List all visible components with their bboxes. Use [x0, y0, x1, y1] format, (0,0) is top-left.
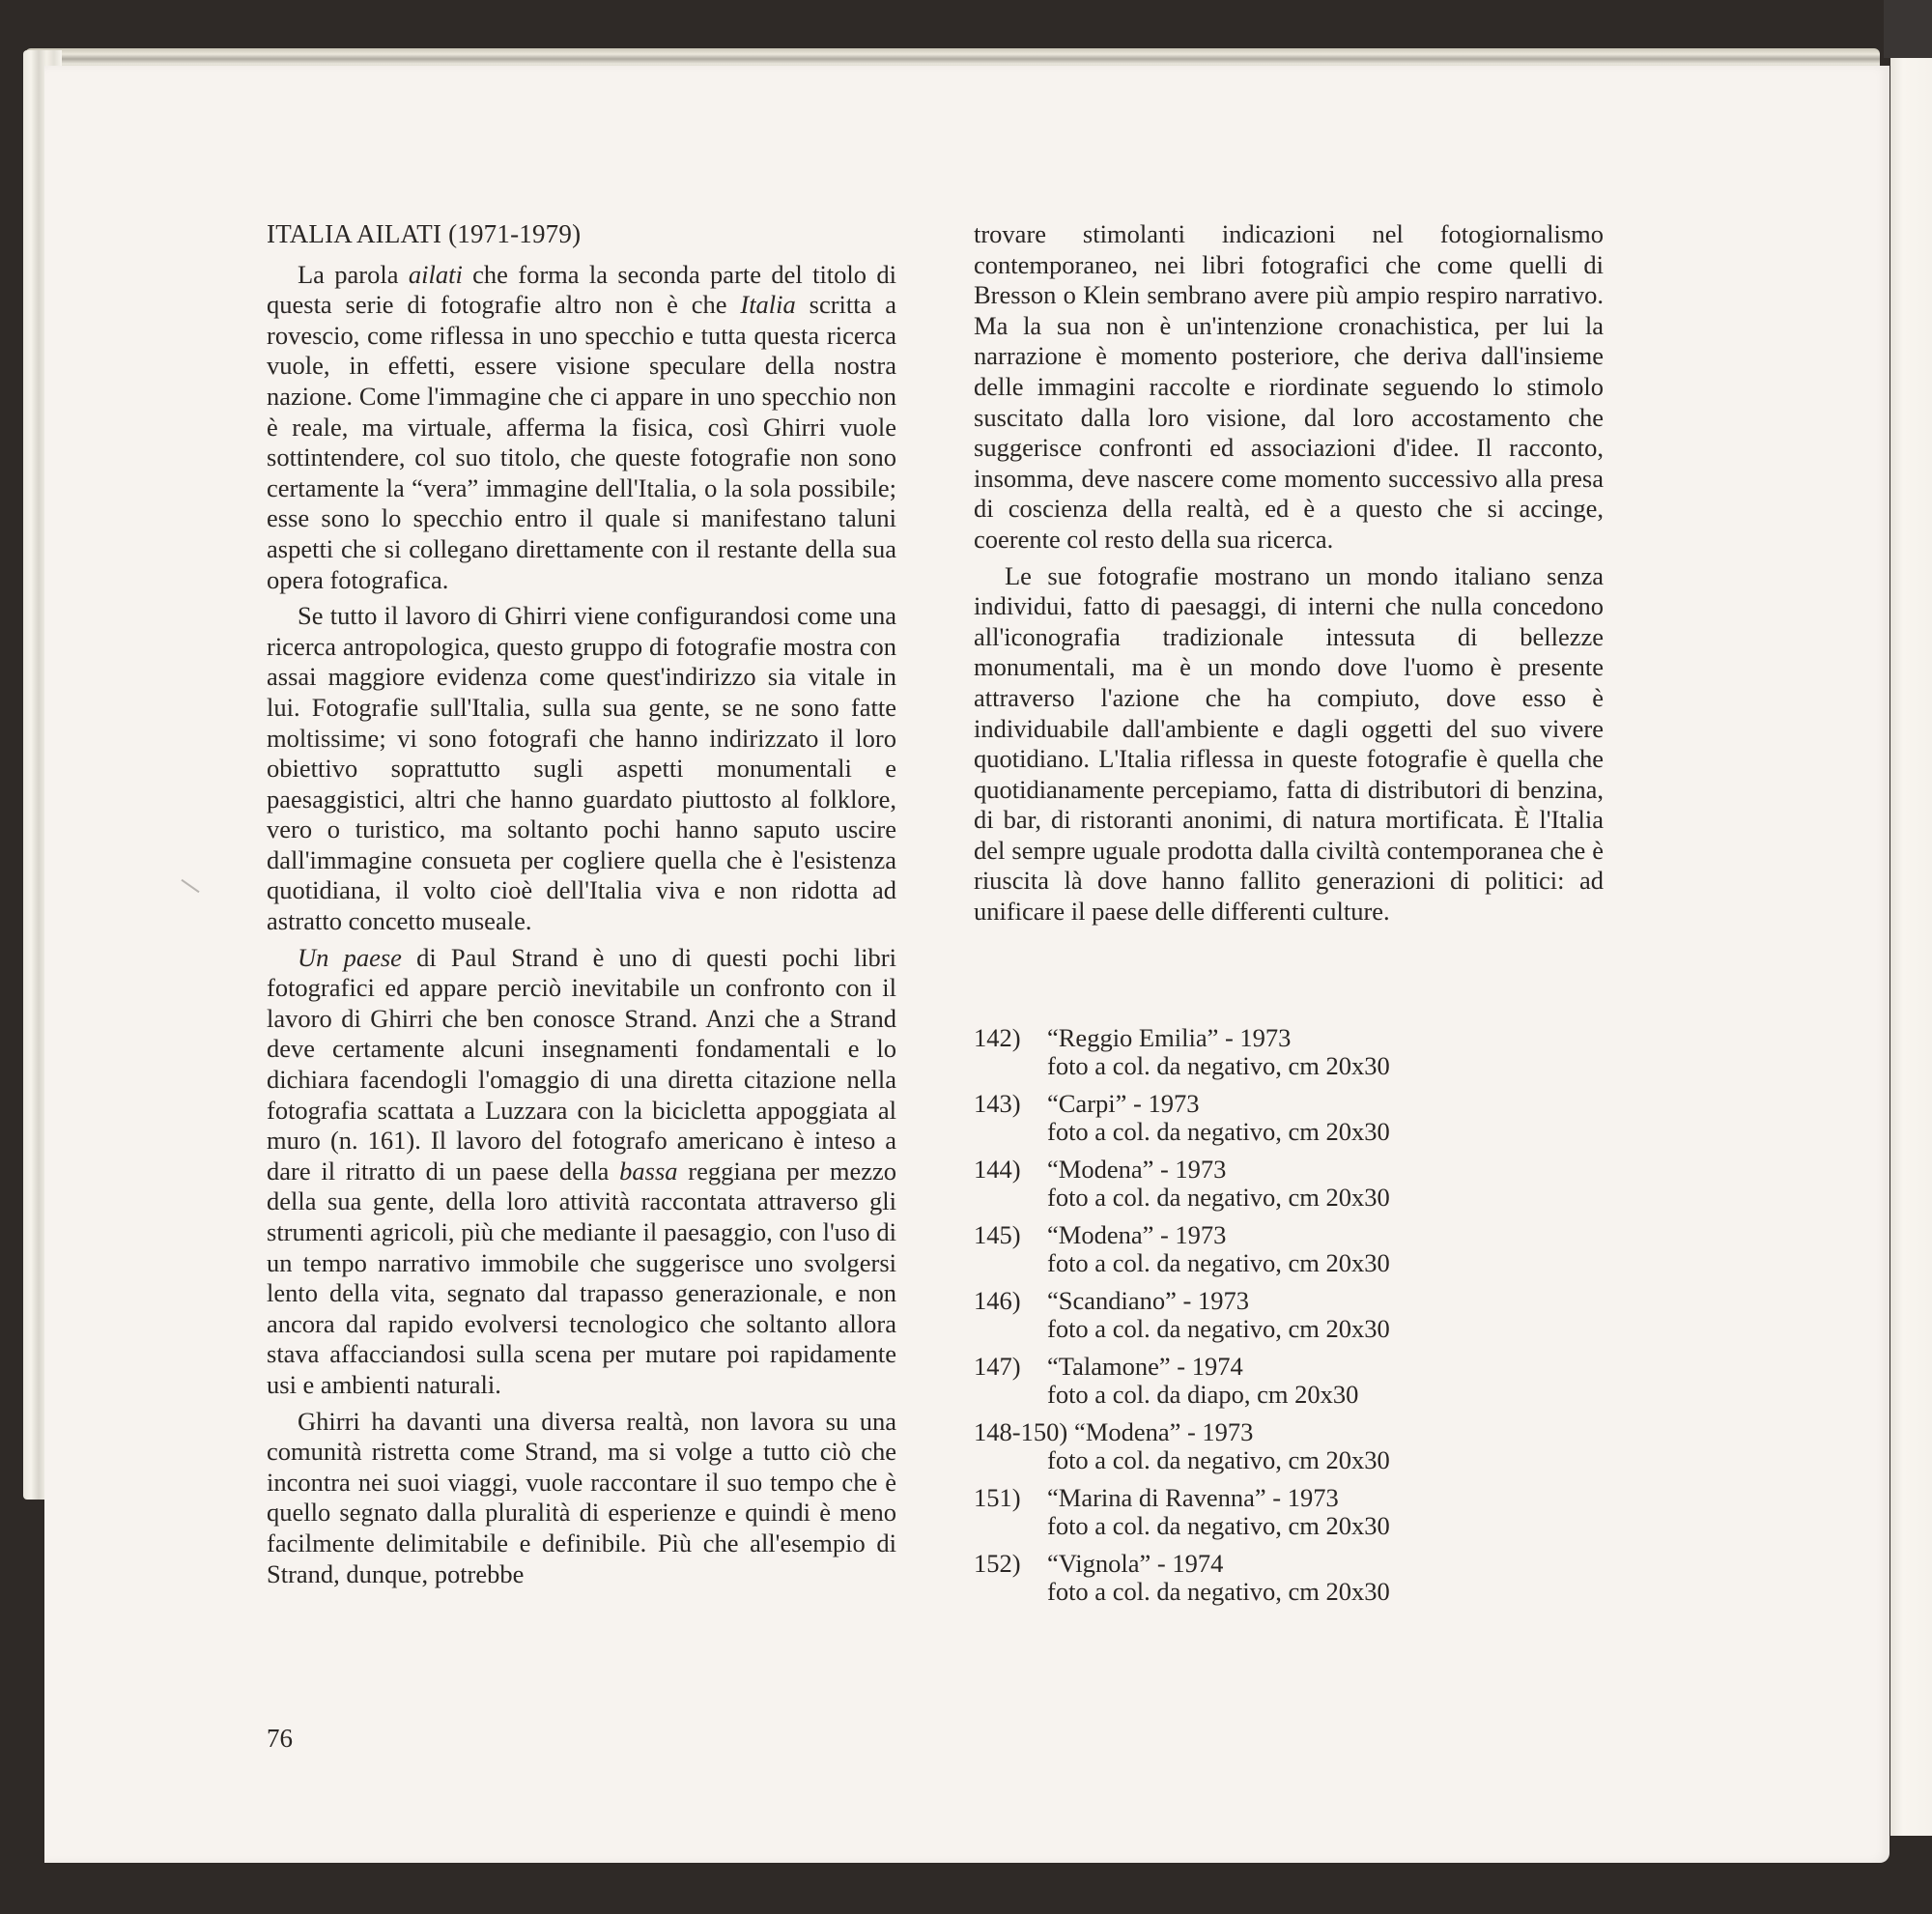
catalog-number: 145) [974, 1220, 1021, 1249]
right-column-body [974, 219, 1604, 928]
paragraph [267, 943, 896, 1401]
catalog-entry [974, 1418, 1515, 1474]
paragraph [267, 1407, 896, 1590]
italic-text: Italia [740, 290, 796, 320]
catalog-number: 147) [974, 1352, 1021, 1381]
catalog-details: foto a col. da negativo, cm 20x30 [1047, 1511, 1390, 1540]
catalog-title: “Modena” - 1973 [1047, 1155, 1227, 1184]
catalog-title: “Marina di Ravenna” - 1973 [1047, 1483, 1339, 1512]
text-run: scritta a rovescio, come riflessa in uno specchio e tutta questa ricerca vuole, in effetti, essere visione speculare della nostra nazione. Come l'immagine che ci appare in uno specchio non è reale, ma virtuale, afferma la fisica, così Ghirri vuole sottintendere, col suo titolo, che queste fotografie non sono certamente la “vera” immagine dell'Italia, o la sola possibile; esse sono lo specchio entro il quale si manifestano taluni aspetti che si collegano direttamente con il restante della sua opera fotografica. [267, 290, 896, 594]
italic-text: Un paese [298, 942, 402, 972]
facing-page-edge [1890, 58, 1932, 1836]
page-stack-top-edge [25, 48, 1880, 68]
paragraph [267, 601, 896, 937]
catalog-details: foto a col. da negativo, cm 20x30 [1047, 1117, 1390, 1146]
page-number: 76 [267, 1724, 293, 1753]
catalog-entry [974, 1550, 1515, 1606]
catalog-title: “Talamone” - 1974 [1047, 1352, 1243, 1381]
text-run: Se tutto il lavoro di Ghirri viene configurandosi come una ricerca antropologica, questo gruppo di fotografie mostra con assai maggiore evidenza come quest'indirizzo sia vitale in lui. Fotografie sull'Italia, sulla sua gente, se ne sono fatte moltissime; vi sono fotografi che hanno indirizzato il loro obiettivo soprattutto sugli aspetti monumentali e paesaggistici, altri che hanno guardato piuttosto al folklore, vero o turistico, ma soltanto pochi hanno saputo uscire dall'immagine consueta per cogliere quella che è l'esistenza quotidiana, il volto cioè dell'Italia viva e non ridotta ad astratto concetto museale. [267, 601, 896, 936]
catalog-details: foto a col. da negativo, cm 20x30 [1047, 1183, 1390, 1212]
catalog-title: “Modena” - 1973 [1047, 1220, 1227, 1249]
catalog-number: 148-150) [974, 1417, 1068, 1446]
catalog-title: “Reggio Emilia” - 1973 [1047, 1023, 1292, 1052]
catalog-details: foto a col. da diapo, cm 20x30 [1047, 1380, 1359, 1409]
paragraph [974, 219, 1604, 556]
catalog-number: 146) [974, 1286, 1021, 1315]
catalog-title: “Scandiano” - 1973 [1047, 1286, 1249, 1315]
left-column-body [267, 260, 896, 1590]
text-run: trovare stimolanti indicazioni nel fotogiornalismo contemporaneo, nei libri fotografici che come quelli di Bresson o Klein sembrano avere più ampio respiro narrativo. Ma la sua non è un'intenzione cronachistica, per lui la narrazione è momento posteriore, che deriva dall'insieme delle immagini raccolte e riordinate seguendo lo stimolo suscitato dalla loro visione, dal loro accostamento che suggerisce confronti ed associazioni d'idee. Il racconto, insomma, deve nascere come momento successivo alla presa di coscienza della realtà, ed è a questo che si accinge, coerente col resto della sua ricerca. [974, 219, 1604, 554]
photo-catalog-list [974, 1024, 1515, 1615]
catalog-number: 143) [974, 1089, 1021, 1118]
catalog-entry [974, 1156, 1515, 1212]
catalog-details: foto a col. da negativo, cm 20x30 [1047, 1248, 1390, 1277]
catalog-details: foto a col. da negativo, cm 20x30 [1047, 1445, 1390, 1474]
catalog-number: 144) [974, 1155, 1021, 1184]
catalog-title: “Modena” - 1973 [1074, 1417, 1254, 1446]
catalog-title: “Vignola” - 1974 [1047, 1549, 1224, 1578]
catalog-entry [974, 1287, 1515, 1343]
text-run: La parola [298, 259, 409, 289]
catalog-details: foto a col. da negativo, cm 20x30 [1047, 1051, 1390, 1080]
catalog-number: 151) [974, 1483, 1021, 1512]
catalog-entry [974, 1353, 1515, 1409]
catalog-details: foto a col. da negativo, cm 20x30 [1047, 1314, 1390, 1343]
text-run: Le sue fotografie mostrano un mondo italiano senza individui, fatto di paesaggi, di interni che nulla concedono all'iconografia tradizionale intessuta di bellezze monumentali, ma è un mondo dove l'uomo è presente attraverso l'azione che ha compiuto, dove esso è individuabile dall'ambiente e dagli oggetti del suo vivere quotidiano. L'Italia riflessa in queste fotografie è quella che quotidianamente percepiamo, fatta di distributori di benzina, di bar, di ristoranti anonimi, di natura mortificata. È l'Italia del sempre uguale prodotta dalla civiltà contemporanea che è riuscita là dove hanno fallito generazioni di politici: ad unificare il paese delle differenti culture. [974, 560, 1604, 927]
text-run: di Paul Strand è uno di questi pochi libri fotografici ed appare perciò inevitabile un confronto con il lavoro di Ghirri che ben conosce Strand. Anzi che a Strand deve certamente alcuni insegnamenti fondamentali e lo dichiara facendogli l'omaggio di una diretta citazione nella fotografia scattata a Luzzara con la bicicletta appoggiata al muro (n. 161). Il lavoro del fotografo americano è inteso a dare il ritratto di un paese della [267, 942, 896, 1186]
right-column [974, 219, 1604, 928]
text-run: reggiana per mezzo della sua gente, della loro attività raccontata attraverso gli strumenti agricoli, più che mediante il paesaggio, con l'uso di un tempo narrativo immobile che suggerisce uno svolgersi lento della vita, segnato dal trapasso generazionale, e non ancora dal rapido evolversi tecnologico che soltanto allora stava affacciandosi sulla scena per mutare poi rapidamente usi e ambienti naturali. [267, 1156, 896, 1399]
catalog-details: foto a col. da negativo, cm 20x30 [1047, 1577, 1390, 1606]
paragraph [267, 260, 896, 596]
spine-shadow [1884, 0, 1932, 58]
catalog-number: 142) [974, 1023, 1021, 1052]
catalog-entry [974, 1221, 1515, 1277]
catalog-entry [974, 1484, 1515, 1540]
left-column [267, 219, 896, 1589]
italic-text: bassa [619, 1156, 678, 1186]
section-title: ITALIA AILATI (1971-1979) [267, 219, 582, 248]
catalog-entry [974, 1090, 1515, 1146]
paragraph [974, 561, 1604, 928]
italic-text: ailati [408, 259, 463, 289]
text-run: che forma la seconda parte del titolo di questa serie di fotografie altro non è che [267, 259, 896, 320]
catalog-entry [974, 1024, 1515, 1080]
text-run: Ghirri ha davanti una diversa realtà, non lavora su una comunità ristretta come Strand, ma si volge a tutto ciò che incontra nei suoi viaggi, vuole raccontare il suo tempo che è quello segnato dalla pluralità di esperienze e quindi è meno facilmente delimitabile e definibile. Più che all'esempio di Strand, dunque, potrebbe [267, 1406, 896, 1588]
catalog-title: “Carpi” - 1973 [1047, 1089, 1200, 1118]
catalog-number: 152) [974, 1549, 1021, 1578]
